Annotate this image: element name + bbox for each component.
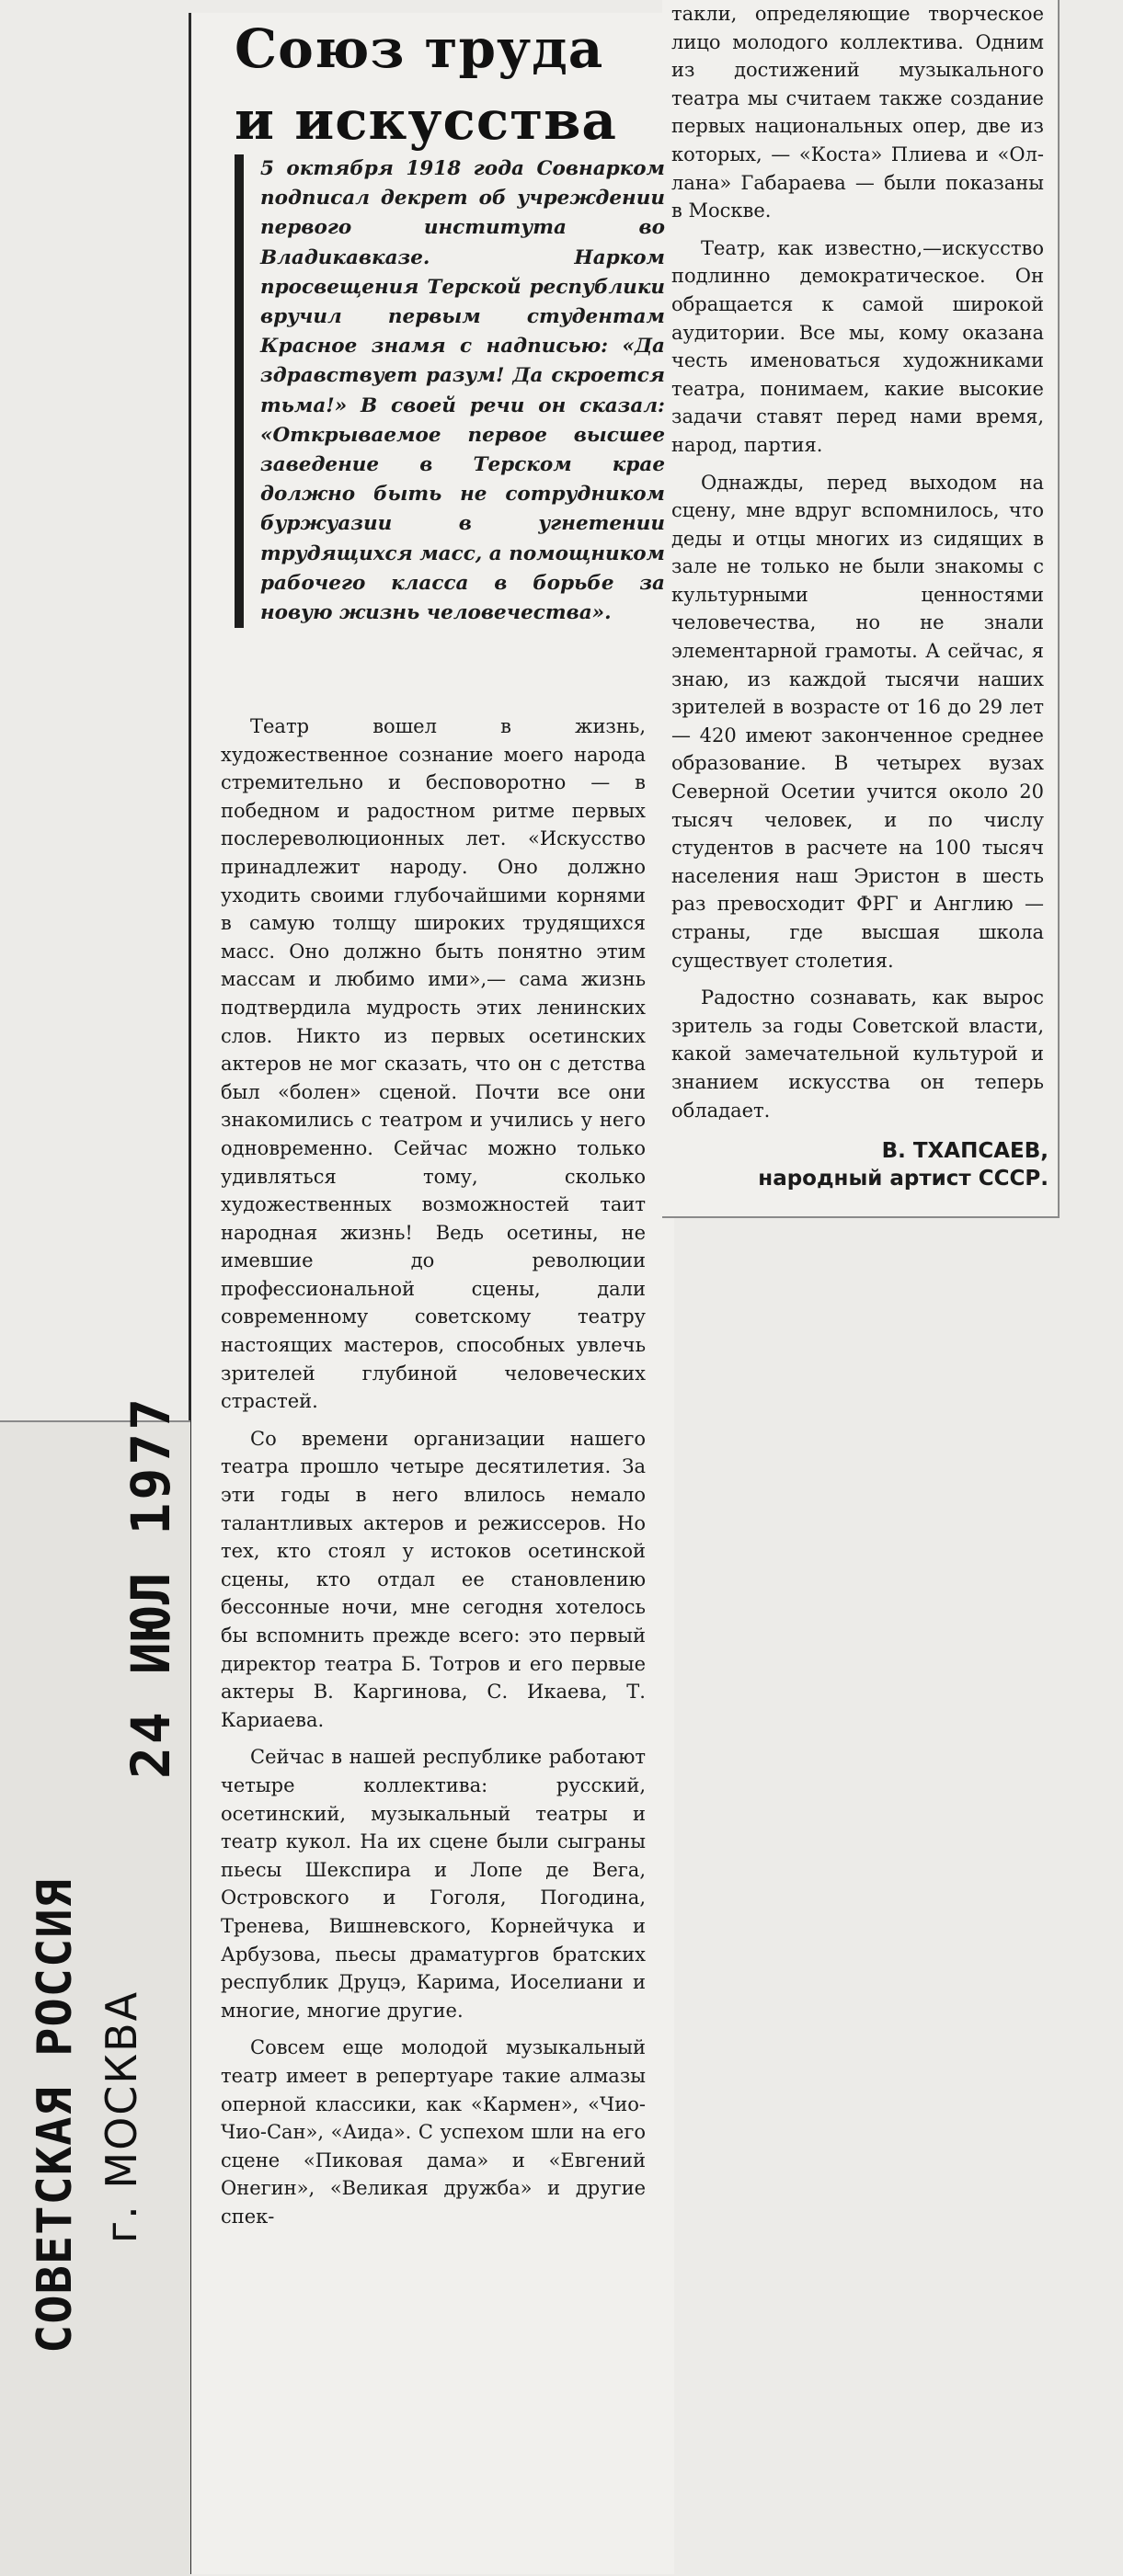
author-name: В. ТХАПСАЕВ, [881,1139,1049,1163]
right-paragraph: Однажды, перед выходом на сцену, мне вдруг вспомнилось, что деды и отцы многих из сидящих в зале не только не были знакомы с культурными ценностями человечества, но не знали элементарной грамоты. А сейчас, я знаю, из каждой тысячи наших зрителей в возрасте от 16 до 29 лет — 420 имеют законченное среднее образование. В четырех вузах Северной Осетии учится около 20 тысяч человек, и по числу студентов в расчете на 100 тысяч населения наш Эристон в шесть раз превосходит ФРГ и Англию — страны, где высшая школа существует столетия. [671,471,1044,972]
left-paragraph: Театр вошел в жизнь, художественное сознание моего народа стремительно и бесповоротно — в победном и радостном ритме первых послереволюционных лет. «Искусство принадлежит народу. Оно должно уходить своими глубочайшими корнями в самую толщу широких трудящихся масс. Оно должно быть понятно этим массам и любимо ими»,— сама жизнь подтвердила мудрость этих ленинских слов. Никто из первых осетинских актеров не мог сказать, что он с детства был «болен» сценой. Почти все они знакомились с театром и учились у него одновременно. Сейчас можно только удивляться тому, сколько художественных возможностей таит народная жизнь! Ведь осетины, не имевшие до революции профессиональной сцены, дали современному советскому театру настоящих мастеров, способных увлечь зрителей глубиной человеческих страстей. [221,715,646,1413]
right-paragraph: такли, определяющие творческое лицо молодого коллектива. Одним из достижений музыкального театра мы считаем также создание первых национальных опер, две из которых, — «Коста» Плиева и «Ол-лана» Габараева — были показаны в Москве. [671,3,1044,222]
stamp-city: г. МОСКВА [97,1989,146,2243]
article-title: Союз труда и искусства [235,17,618,152]
left-paragraph: Совсем еще молодой музыкальный театр имеет в репертуаре такие алмазы оперной классики, как «Кармен», «Чио-Чио-Сан», «Аида». С успехом шли на его сцене «Пиковая дама» и «Евгений Онегин», «Великая дружба» и другие спек- [221,2036,646,2228]
right-paragraph: Театр, как известно,—искусство подлинно демократическое. Он обращается к самой широкой аудитории. Все мы, кому оказана честь именоваться художниками театра, понимаем, какие высокие задачи ставят перед нами время, народ, партия. [671,236,1044,456]
article-lead: 5 октября 1918 года Совнарком подписал декрет об учреждении первого института во Владикавказе. Нарком просвещения Терской республики вручил первым студентам Красное знамя с надписью: «Да здравствует разум! Да скроется тьма!» В своей речи он сказал: «Открываемое первое высшее заведение в Терском крае должно быть не сотрудником буржуазии в угнетении трудящихся масс, а помощником рабочего класса в борьбе за новую жизнь человечества». [235,154,665,628]
author-signature [671,1137,1049,1192]
stamp-newspaper-name: СОВЕТСКАЯ РОССИЯ [28,1878,83,2354]
left-paragraph: Сейчас в нашей республике работают четыре коллектива: русский, осетинский, музыкальный театры и театр кукол. На их сцене были сыграны пьесы Шекспира и Лопе де Вега, Островского и Гоголя, Погодина, Тренева, Вишневского, Корнейчука и Арбузова, пьесы драматургов братских республик Друцэ, Карима, Иоселиани и многие, многие другие. [221,1746,646,2022]
article-left-column [221,712,646,2240]
author-title: народный артист СССР. [758,1167,1049,1191]
left-paragraph: Со времени организации нашего театра прошло четыре десятилетия. За эти годы в него влилось немало талантливых актеров и режиссеров. Но тех, кто стоял у истоков осетинской сцены, кто отдал ее становлению бессонные ночи, мне сегодня хотелось бы вспомнить прежде всего: это первый директор театра Б. Тотров и его первые актеры В. Каргинова, С. Икаева, Т. Кариаева. [221,1427,646,1731]
right-paragraph: Радостно сознавать, как вырос зритель за годы Советской власти, какой замечательной культурой и знанием искусства он теперь обладает. [671,986,1044,1122]
stamp-date: 24 ИЮЛ 1977 [120,1395,182,1779]
article-right-column [671,0,1044,1134]
